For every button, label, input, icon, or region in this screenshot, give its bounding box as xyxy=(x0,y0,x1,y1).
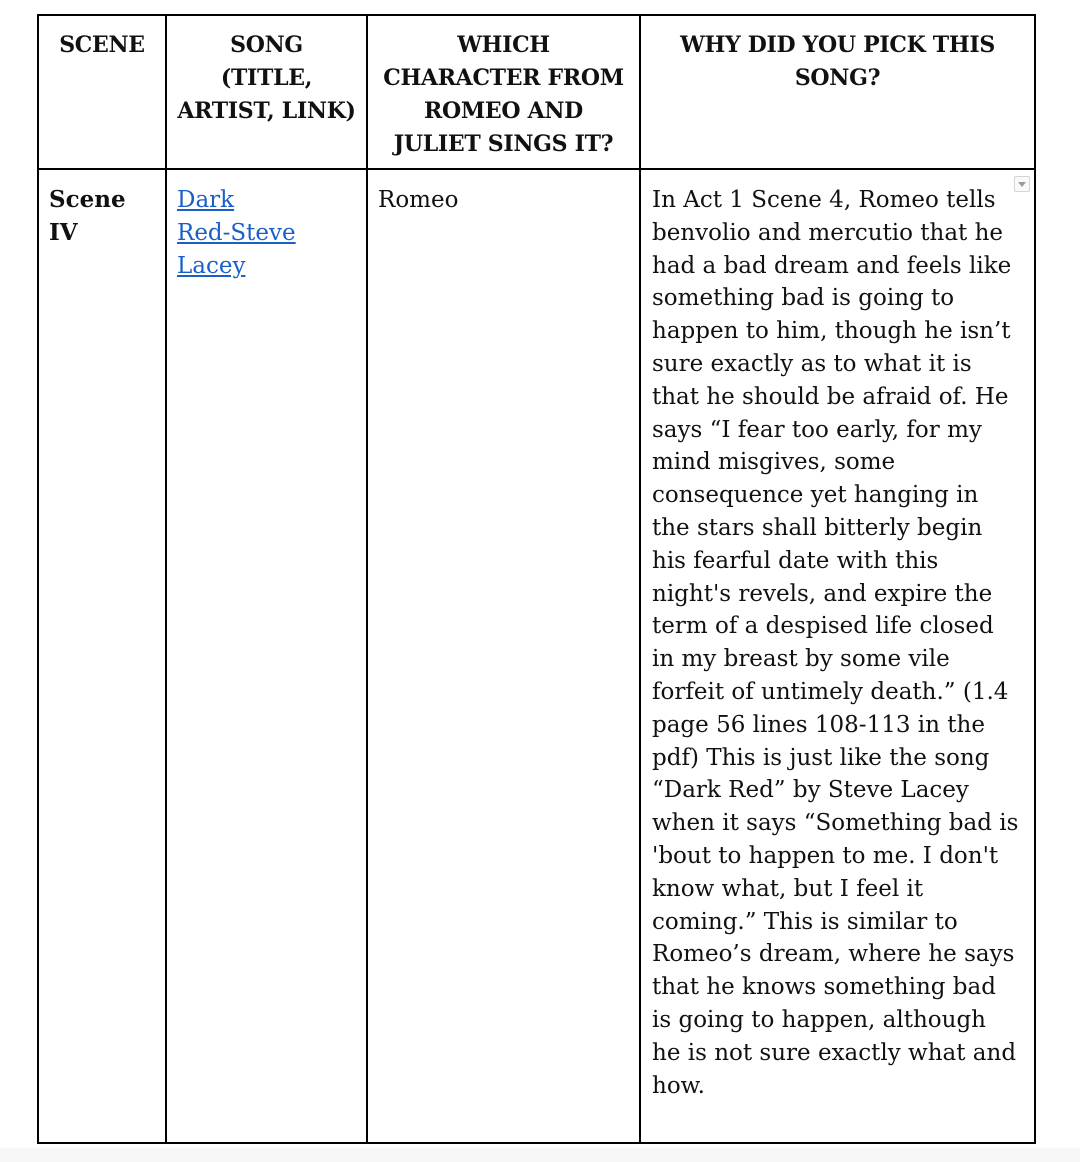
header-song-line: SONG xyxy=(230,32,303,58)
why-line: forfeit of untimely death.” (1.4 xyxy=(652,678,1009,705)
song-link-line: Red-Steve xyxy=(177,219,296,246)
why-cell[interactable] xyxy=(640,169,1035,1143)
why-line: 'bout to happen to me. I don't xyxy=(652,842,999,869)
table-header-row xyxy=(38,15,1035,169)
character-name: Romeo xyxy=(378,187,459,213)
why-explanation xyxy=(652,184,1022,1102)
why-line: benvolio and mercutio that he xyxy=(652,219,1004,246)
why-line: pdf) This is just like the song xyxy=(652,744,990,771)
scene-line: IV xyxy=(49,218,78,246)
why-line: coming.” This is similar to xyxy=(652,908,958,935)
why-line: says “I fear too early, for my xyxy=(652,416,982,443)
why-line: “Dark Red” by Steve Lacey xyxy=(652,777,969,804)
song-cell[interactable] xyxy=(166,169,367,1143)
header-character-line: WHICH xyxy=(457,32,550,58)
why-line: he is not sure exactly what and xyxy=(652,1039,1017,1066)
character-cell[interactable] xyxy=(367,169,640,1143)
why-line: something bad is going to xyxy=(652,285,955,312)
song-analysis-table xyxy=(37,14,1036,1144)
table-row xyxy=(38,169,1035,1143)
chevron-down-icon[interactable] xyxy=(1014,176,1030,192)
header-why xyxy=(640,15,1035,169)
why-line: mind misgives, some xyxy=(652,449,896,476)
header-song-line: ARTIST, LINK) xyxy=(177,98,356,124)
scene-line: Scene xyxy=(49,186,126,213)
why-line: how. xyxy=(652,1072,705,1099)
why-line: when it says “Something bad is xyxy=(652,810,1019,837)
header-scene xyxy=(38,15,166,169)
header-why-line: SONG? xyxy=(794,65,881,91)
why-line: sure exactly as to what it is xyxy=(652,350,972,377)
why-line: In Act 1 Scene 4, Romeo tells xyxy=(652,187,996,213)
header-scene-label: SCENE xyxy=(59,32,145,58)
why-line: know what, but I feel it xyxy=(652,875,924,902)
header-why-line: WHY DID YOU PICK THIS xyxy=(680,32,995,58)
header-character xyxy=(367,15,640,169)
header-song xyxy=(166,15,367,169)
scene-cell[interactable] xyxy=(38,169,166,1143)
header-character-line: CHARACTER FROM xyxy=(383,65,624,91)
song-link[interactable] xyxy=(177,184,360,282)
header-character-line: ROMEO AND xyxy=(424,98,583,124)
why-line: happen to him, though he isn’t xyxy=(652,318,1011,345)
why-line: is going to happen, although xyxy=(652,1006,986,1033)
song-link-line: Dark xyxy=(177,187,235,213)
why-line: the stars shall bitterly begin xyxy=(652,514,983,541)
header-song-line: (TITLE, xyxy=(220,65,313,91)
why-line: consequence yet hanging in xyxy=(652,482,979,509)
why-line: his fearful date with this xyxy=(652,547,939,574)
why-line: that he should be afraid of. He xyxy=(652,383,1009,410)
why-line: had a bad dream and feels like xyxy=(652,252,1012,279)
page-bottom-edge xyxy=(0,1148,1080,1162)
header-character-line: JULIET SINGS IT? xyxy=(393,131,614,157)
why-line: term of a despised life closed xyxy=(652,613,994,640)
why-line: that he knows something bad xyxy=(652,974,996,1001)
why-line: in my breast by some vile xyxy=(652,646,950,673)
why-line: Romeo’s dream, where he says xyxy=(652,941,1015,968)
song-link-line: Lacey xyxy=(177,252,246,279)
why-line: page 56 lines 108-113 in the xyxy=(652,711,985,738)
why-line: night's revels, and expire the xyxy=(652,580,993,607)
